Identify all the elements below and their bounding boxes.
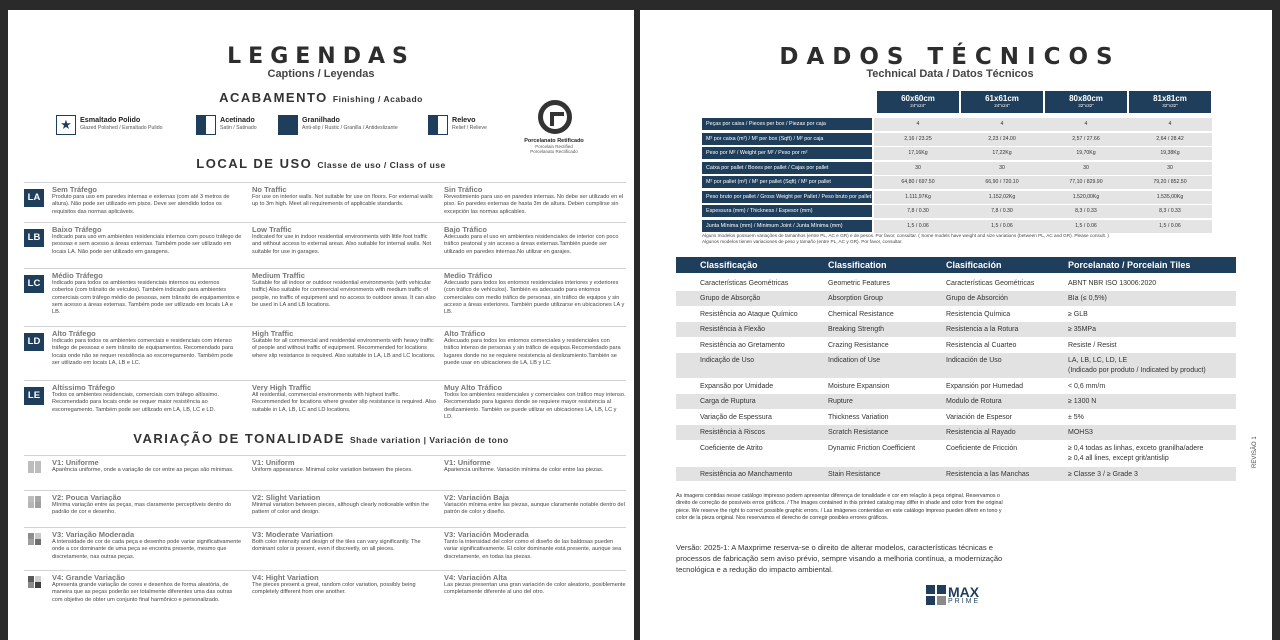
shade-row: [24, 527, 626, 569]
classification-en: Stain Resistance: [828, 470, 881, 478]
size-header: [961, 91, 1043, 113]
tech-cell: 30: [999, 164, 1005, 171]
shade-row: [24, 455, 626, 489]
size-inches: 32"x32": [1078, 103, 1094, 108]
use-row: [24, 380, 626, 430]
classification-row: [676, 322, 1236, 337]
shade-text-pt: [52, 573, 242, 604]
shade-variation-icon: [28, 576, 42, 588]
tech-cell: 4: [916, 121, 920, 127]
use-title: Muy Alto Tráfico: [444, 383, 503, 392]
finishing-heading: ACABAMENTO Finishing / Acabado: [219, 90, 423, 105]
shade-text-es: [444, 573, 626, 597]
shade-title: V1: Uniforme: [444, 458, 491, 467]
star-icon: ★: [56, 115, 76, 135]
size-inches: 32"x32": [1162, 103, 1178, 108]
classification-pt: Coeficiente de Atrito: [700, 444, 763, 452]
tech-cell: 2,16 / 23.25: [904, 135, 932, 142]
tech-row-label: M² por caixa (m²) / M² per box (Sqft) / M² por caja: [702, 133, 872, 145]
use-text-pt: [52, 225, 242, 256]
use-row: [24, 268, 626, 326]
classification-en: Crazing Resistance: [828, 341, 889, 349]
shade-description: Las piezas presentan una gran variación de color aleatorio, posiblemente completamente diferente al uno del otro.: [444, 582, 626, 596]
classification-header: Classificação Classification Clasificación Porcelanato / Porcelain Tiles: [676, 257, 1236, 273]
classification-en: Indication of Use: [828, 357, 881, 364]
classification-val: ≥ Classe 3 / ≥ Grade 3: [1068, 470, 1138, 478]
classification-es: Coeficiente de Fricción: [946, 444, 1018, 452]
legend-subtitle: Captions / Leyendas: [267, 68, 375, 80]
classification-en: Moisture Expansion: [828, 383, 890, 390]
classification-row: [676, 441, 1236, 467]
shade-title: V2: Pouca Variação: [52, 493, 122, 502]
use-heading: LOCAL DE USO Classe de uso / Class of use: [196, 156, 446, 171]
shade-description: Uniform appearance. Minimal color variation between the pieces.: [252, 467, 413, 473]
tech-row-label: Caixa por pallet / Boxes per pallet / Cajas por pallet: [702, 162, 872, 174]
use-text-en: [252, 225, 438, 256]
shade-description: Aparência uniforme, onde a variação de cor entre as peças são mínimas.: [52, 467, 234, 473]
classification-es: Indicación de Uso: [946, 357, 1002, 364]
shade-text-en: [252, 573, 438, 597]
classification-row: [676, 425, 1236, 440]
tech-cell: 1.520,00Kg: [1072, 193, 1100, 200]
use-title: Sem Tráfego: [52, 185, 98, 194]
tech-cell: 8,3 / 0.33: [1075, 208, 1097, 214]
size-inches: 24"x24": [994, 103, 1010, 108]
tech-cell: 1.111,97Kg: [905, 193, 931, 200]
tech-row-label: M² por pallet (m²) / M² per pallet (Sqft) / M² por pallet: [702, 176, 872, 188]
tech-cell: 64,80 / 697.50: [901, 179, 935, 185]
tech-cell: 4: [1084, 121, 1088, 127]
size-header: [1045, 91, 1127, 113]
classification-val: LA, LB, LC, LD, LE: [1068, 357, 1128, 364]
tech-cell: 30: [1167, 164, 1173, 171]
use-description: For use on interior walls. Not suitable for use on floors. For external walls up to 3m high. Meet all requirements of applicable standards.: [252, 194, 433, 208]
technical-subtitle: Technical Data / Datos Técnicos: [866, 68, 1034, 80]
classification-en: Thickness Variation: [828, 413, 889, 421]
shade-title: V2: Variación Baja: [444, 493, 510, 502]
use-description: Indicado para uso em ambientes residenciais internos com pouco tráfego de pessoas e sem acesso a áreas externas. Também pode ser utilizado em locais LA. Não pode ser utilizado em garagens.: [52, 234, 242, 255]
relief-icon: [428, 115, 448, 135]
shade-title: V4: Variación Alta: [444, 573, 508, 582]
classification-val: ≥ 1300 N: [1068, 398, 1097, 406]
use-text-es: [444, 271, 626, 316]
classification-pt: Variação de Espessura: [700, 413, 772, 421]
shade-text-pt: [52, 530, 242, 561]
classification-pt: Características Geométricas: [700, 280, 789, 287]
finish-satin: Acetinado Satin / Satinado: [196, 115, 257, 143]
shade-title: V2: Slight Variation: [252, 493, 321, 502]
use-description: Indicated for use in indoor residential environments with little foot traffic and without access to external areas. Also suitable for internal walls. Not suitable for use in garages.: [252, 234, 432, 255]
classification-es: Resistencia al Cuarteo: [946, 341, 1017, 349]
classification-row: [676, 338, 1236, 353]
tech-cell: 19,38Kg: [1160, 150, 1180, 156]
classification-pt: Grupo de Absorção: [700, 295, 761, 303]
classification-val-extra: ≥ 0,4 all lines, except grit/antislip: [1068, 454, 1169, 462]
use-title: Low Traffic: [252, 225, 292, 234]
shade-text-pt: [52, 458, 242, 474]
use-description: Suitable for all indoor or outdoor residential environments (with vehicular traffic) Also suitable for commercial environments with medium traffic of people, no traffic of equipment and no access to outdoor areas. It can also be used in LA and LB locations.: [252, 280, 436, 308]
classification-pt: Resistência ao Manchamento: [700, 470, 793, 478]
classification-val: < 0,6 mm/m: [1068, 383, 1106, 390]
classification-row: [676, 394, 1236, 409]
use-description: Indicado para todos os ambientes comerciais e residenciais com intenso tráfego de pessoas e sem trânsito de equipamentos. Recomendado para locais onde não se requer resistência ao escorregamento. Também pode ser utilizado em locais LA, LB e LC.: [52, 338, 233, 366]
classification-val: BIa (≤ 0,5%): [1068, 295, 1107, 303]
classification-pt: Resistência ao Ataque Químico: [700, 310, 798, 318]
tech-cell: 1,5 / 0.06: [991, 222, 1013, 229]
classification-val: ≥ GLB: [1068, 310, 1088, 318]
classification-es: Características Geométricas: [946, 280, 1035, 287]
use-text-en: [252, 185, 438, 209]
use-description: Adecuado para el uso en ambientes residenciales de interior con poco tráfico peatonal y sin acceso a áreas externas.También puede ser utilizado en paredes internas.No utilizar en garajes.: [444, 234, 619, 255]
use-description: Todos los ambientes residenciales y comerciales con tráfico muy intenso. Recomendado para lugares donde se requiere mayor resistencia al deslizamiento. También se puede utilizar en ubicaciones LA, LB, LC y LD.: [444, 392, 626, 420]
classification-es: Resistencia a la Rotura: [946, 326, 1019, 334]
tech-cell: 4: [1000, 121, 1004, 127]
use-text-en: [252, 271, 438, 309]
shade-title: V4: Grande Variação: [52, 573, 125, 582]
use-text-en: [252, 383, 438, 414]
finish-relief: Relevo Relief / Relieve: [428, 115, 487, 143]
use-text-pt: [52, 329, 242, 367]
size-label: 61x61cm: [985, 94, 1019, 103]
tech-row-label: Peso por M² / Weight per M² / Peso por m²: [702, 147, 872, 159]
use-description: Adecuado para todos los entornos residenciales interiores y exteriores (con tráfico de vehículos). También es adecuado para entornos comerciales con medio tráfico de personas, sin tráfico de equipos y sin acceso a áreas exteriores. También puede utilizarse en ubicaciones LA y LB.: [444, 280, 625, 316]
version-note: Versão: 2025-1: A Maxprime reserva-se o direito de alterar modelos, características técnicas e processos de fabricação sem aviso prévio, sempre visando a melhoria contínua, a modernização tecnológica e a redução do impacto ambiental.: [676, 543, 1003, 574]
classification-en: Breaking Strength: [828, 326, 885, 334]
classification-en: Dynamic Friction Coefficient: [828, 444, 916, 452]
use-description: Produto para uso em paredes internas e externas (com até 3 metros de altura). Não pode ser utilizado em pisos. Deve ser atendido todos os requisitos das normas aplicáveis.: [52, 194, 230, 215]
use-title: Sin Tráfico: [444, 185, 483, 194]
tech-cell: 77,10 / 829.90: [1069, 179, 1103, 185]
shade-description: A intensidade de cor de cada peça e desenho pode variar significativamente onde a cor dominante de uma peça se encontra presente, mesmo que discretamente, nas outras peças.: [52, 539, 242, 560]
use-text-pt: [52, 383, 242, 414]
classification-es: Modulo de Rotura: [946, 398, 1002, 406]
classification-row: [676, 379, 1236, 394]
classification-pt: Resistência ao Gretamento: [700, 341, 785, 349]
size-label: 80x80cm: [1069, 94, 1103, 103]
tech-cell: 2,57 / 27.66: [1072, 135, 1100, 142]
classification-val: ± 5%: [1068, 413, 1084, 421]
use-title: Medium Traffic: [252, 271, 305, 280]
use-text-pt: [52, 185, 242, 216]
classification-es: Grupo de Absorción: [946, 295, 1008, 303]
tech-row-label: Peças por caixa / Pieces per box / Piezas por caja: [702, 118, 872, 130]
shade-title: V3: Variação Moderada: [52, 530, 135, 539]
use-title: Baixo Tráfego: [52, 225, 102, 234]
use-title: Bajo Tráfico: [444, 225, 487, 234]
shade-description: Apresenta grande variação de cores e desenhos de forma aleatória, de maneira que as peças poderão ser totalmente diferentes uma das outras com objetivo de obter um conjunto final harmônico e personalizado.: [52, 582, 233, 603]
classification-en: Rupture: [828, 398, 853, 406]
use-title: High Traffic: [252, 329, 294, 338]
classification-val: MOHS3: [1068, 429, 1093, 437]
use-row: [24, 182, 626, 222]
classification-pt: Carga de Ruptura: [700, 398, 756, 406]
shade-variation-icon: [28, 533, 42, 545]
use-code-badge: LB: [24, 229, 44, 247]
finish-antislip: Granilhado Anti-slip / Rustic / Granilla / Antideslizante: [278, 115, 398, 143]
classification-en: Absorption Group: [828, 295, 883, 303]
finish-polished: ★ Esmaltado Polido Glazed Polished / Esmaltado Pulido: [56, 115, 162, 143]
tech-cell: 1,5 / 0.06: [1075, 222, 1097, 229]
use-text-es: [444, 225, 626, 256]
shade-text-en: [252, 530, 438, 554]
shade-description: Apariencia uniforme. Variación mínima de color entre las piezas.: [444, 467, 604, 473]
use-title: Médio Tráfego: [52, 271, 103, 280]
shade-title: V3: Variación Moderada: [444, 530, 529, 539]
use-description: Revestimiento para uso en paredes internas. No debe ser utilizado en el piso. En paredes externas de hasta 3m de altura. Deben cumplirse sin excepción las normas aplicables.: [444, 194, 624, 215]
use-code-badge: LA: [24, 189, 44, 207]
use-description: Suitable for all commercial and residential environments with heavy traffic of people and without traffic of equipment. Recommended for locations where slip resistance is required. Also suitable in LA, LB and LC locations.: [252, 338, 436, 359]
use-code-badge: LD: [24, 333, 44, 351]
shade-text-es: [444, 530, 626, 561]
tech-cell: 17,16Kg: [908, 150, 928, 156]
classification-row: [676, 276, 1236, 291]
shade-description: Both color intensity and design of the tiles can vary significantly. The dominant color is present, even if discreetly, on all pieces.: [252, 539, 421, 553]
rectified-label: Porcelanato Retificado Porcelain Rectified Porcelanato Rectificado: [524, 138, 584, 154]
shade-title: V3: Moderate Variation: [252, 530, 333, 539]
tech-cell: 1,5 / 0.06: [907, 222, 929, 229]
use-description: Todos os ambientes residenciais, comerciais com tráfego altíssimo. Recomendado para locais onde se requer maior resistência ao escorregamento. Também pode ser utilizado em LA, LB, LC e LD.: [52, 392, 219, 413]
tech-cell: 7,8 / 0.30: [907, 208, 929, 214]
shade-description: Tanto la intensidad del color como el diseño de las baldosas pueden variar significativamente. El color dominante está presente, aunque sea discretamente, en todas las piezas.: [444, 539, 622, 560]
use-text-en: [252, 329, 438, 360]
classification-en: Geometric Features: [828, 280, 890, 287]
shade-text-en: [252, 458, 438, 474]
legend-title: LEGENDAS: [227, 44, 415, 69]
tech-cell: 79,20 / 852.50: [1153, 179, 1187, 185]
shade-title: V1: Uniform: [252, 458, 295, 467]
classification-val: ≥ 35MPa: [1068, 326, 1096, 334]
use-text-es: [444, 329, 626, 367]
shade-row: [24, 490, 626, 526]
use-description: All residential, commercial environments with highest traffic. Recommended for locations where greater slip resistance is required. Also suitable in LA, LB, LC and LD locations.: [252, 392, 437, 413]
tech-row-label: Espessura (mm) / Thickness / Espesor (mm): [702, 205, 872, 217]
shade-description: Minimal variation between pieces, although clearly noticeable within the pattern of color and design.: [252, 502, 429, 516]
tech-cell: 19,70Kg: [1076, 150, 1096, 156]
classification-val: ABNT NBR ISO 13006:2020: [1068, 280, 1157, 287]
tech-cell: 66,90 / 720.10: [985, 179, 1019, 185]
classification-val: Resiste / Resist: [1068, 341, 1117, 349]
size-header: [1129, 91, 1211, 113]
shade-text-en: [252, 493, 438, 517]
classification-pt: Resistência à Riscos: [700, 429, 765, 437]
shade-variation-icon: [28, 496, 42, 508]
tech-cell: 17,22Kg: [992, 150, 1012, 156]
shade-text-pt: [52, 493, 242, 517]
disclaimer: As imagens contidas nesse catálogo impresso podem apresentar diferença de tonalidade e cor em relação à peça original. Reservamos o direito de correção de possíveis erros gráficos. / The images contained in this printed catalog may differ in shade and color from the original piece. We reserve the right to correct possible graphic errors. / Las imágenes contenidas en este catálogo impreso pueden diferir en tono y color de la pieza original. Nos reservamos el derecho de corregir posibles errores gráficos.: [676, 493, 1003, 521]
use-row: [24, 222, 626, 268]
classification-en: Scratch Resistance: [828, 429, 889, 437]
use-code-badge: LC: [24, 275, 44, 293]
classification-row: [676, 353, 1236, 379]
tech-cell: 4: [1168, 121, 1172, 127]
use-row: [24, 326, 626, 380]
classification-row: [676, 307, 1236, 322]
tech-cell: 1.152,02Kg: [988, 193, 1016, 200]
tech-row-label: Peso bruto por pallet / Gross Weight per Pallet / Peso bruto por pallet: [702, 191, 872, 203]
tech-cell: 7,8 / 0.30: [991, 208, 1013, 214]
classification-pt: Resistência à Flexão: [700, 326, 765, 334]
classification-es: Variación de Espesor: [946, 413, 1013, 421]
tech-cell: 30: [1083, 164, 1089, 171]
tech-cell: 30: [915, 164, 921, 171]
maxprime-logo: MAX PRIME: [926, 585, 990, 609]
classification-row: [676, 291, 1236, 306]
use-title: Medio Tráfico: [444, 271, 493, 280]
classification-row: [676, 467, 1236, 482]
classification-es: Resistencia al Rayado: [946, 429, 1016, 437]
shade-description: Variación mínima entre las piezas, aunque claramente notable dentro del patrón de color y diseño.: [444, 502, 625, 516]
shade-text-es: [444, 493, 626, 517]
use-text-es: [444, 185, 626, 216]
classification-pt: Indicação de Uso: [700, 357, 755, 364]
use-title: Altíssimo Tráfego: [52, 383, 115, 392]
tech-note: Alguns modelos possuem variações de tamanhos (entre PL, AC e GR) e de pesos. Por favor, consultar. ( Some models have weight and size variations (between PL, AC and GR). Please consult. ) Algunos modelos tienen variaciones de peso y tamaño (entre PL, AC y GR). Por favor, consultar.: [702, 233, 1109, 244]
tech-cell: 2,23 / 24.00: [988, 135, 1016, 142]
half-fill-icon: [196, 115, 216, 135]
shade-title: V4: Hight Variation: [252, 573, 319, 582]
legend-page: [8, 10, 634, 640]
tech-cell: 8,3 / 0.33: [1159, 208, 1181, 214]
revision-label: REVISÃO 1: [1252, 436, 1258, 468]
use-code-badge: LE: [24, 387, 44, 405]
technical-title: DADOS TÉCNICOS: [779, 44, 1121, 70]
textured-icon: [278, 115, 298, 135]
tech-cell: 1,5 / 0.06: [1159, 222, 1181, 229]
size-inches: 24"x24": [910, 103, 926, 108]
use-text-pt: [52, 271, 242, 316]
tech-cell: 2,64 / 28.42: [1156, 135, 1184, 142]
use-description: Indicado para todos os ambientes residenciais internos ou externos cobertos (com trânsito de veículos). Também indicado para ambientes comerciais com tráfego médio de pessoas, sem trânsito de equipamentos e sem acesso a áreas externas. Também pode ser utilizado em locais LA e LB.: [52, 280, 240, 316]
use-title: Alto Tráfego: [52, 329, 96, 338]
classification-val: ≥ 0,4 todas as linhas, exceto granilha/adere: [1068, 444, 1204, 452]
classification-en: Chemical Resistance: [828, 310, 894, 318]
use-text-es: [444, 383, 626, 421]
shade-title: V1: Uniforme: [52, 458, 99, 467]
use-description: Adecuado para todos los entornos comerciales y residenciales con tráfico intenso de personas y sin tráfico de equipos.Recomendado para lugares donde no se requiere resistencia al deslizamiento.También se puede usar en ubicaciones de LA, LB y LC.: [444, 338, 621, 366]
rectified-logo-icon: [538, 100, 572, 134]
size-label: 60x60cm: [901, 94, 935, 103]
classification-es: Expansión por Humedad: [946, 383, 1024, 390]
shade-row: [24, 570, 626, 620]
brand-mark-icon: [926, 585, 946, 605]
shade-heading: VARIAÇÃO DE TONALIDADE Shade variation | Variación de tono: [133, 431, 509, 446]
use-title: Alto Tráfico: [444, 329, 486, 338]
shade-description: The pieces present a great, random color variation, possibly being completely different from one another.: [252, 582, 416, 596]
size-header: [877, 91, 959, 113]
classification-row: [676, 410, 1236, 425]
shade-text-es: [444, 458, 626, 474]
classification-es: Resistencia Química: [946, 310, 1011, 318]
tech-row-label: Junta Mínima (mm) / Minimum Joint / Junta Mínima (mm): [702, 220, 872, 232]
classification-val-extra: (Indicado por produto / Indicated by product): [1068, 367, 1206, 374]
shade-variation-icon: [28, 461, 42, 473]
use-title: Very High Traffic: [252, 383, 312, 392]
tech-cell: 1.535,00Kg: [1156, 193, 1184, 200]
size-label: 81x81cm: [1153, 94, 1187, 103]
shade-description: Mínima variação entre as peças, mas claramente perceptíveis dentro do padrão de cor e desenho.: [52, 502, 232, 516]
technical-data-page: [640, 10, 1272, 640]
use-title: No Traffic: [252, 185, 287, 194]
classification-es: Resistencia a las Manchas: [946, 470, 1030, 478]
classification-pt: Expansão por Umidade: [700, 383, 774, 390]
